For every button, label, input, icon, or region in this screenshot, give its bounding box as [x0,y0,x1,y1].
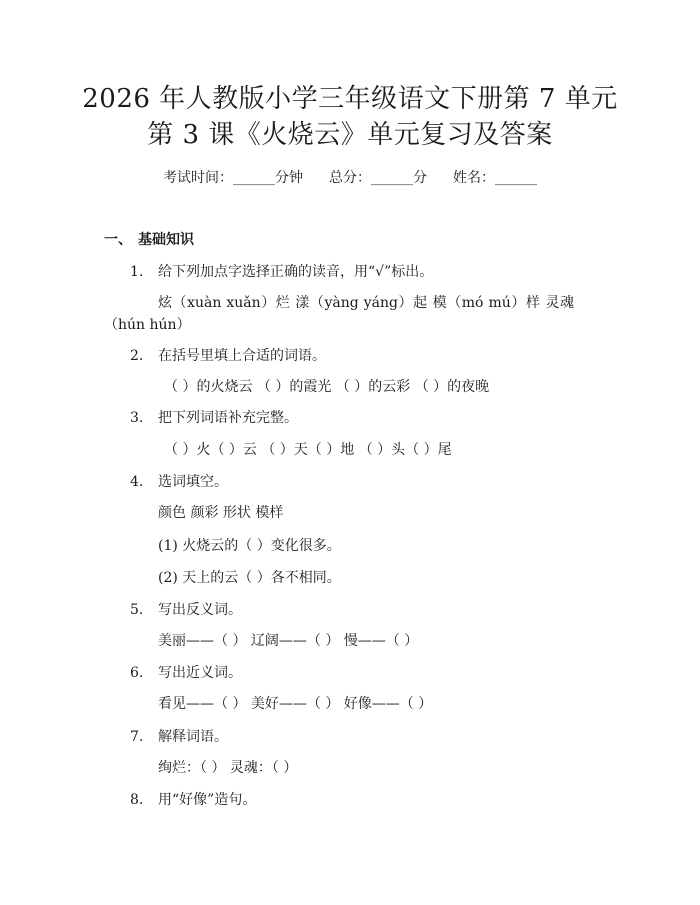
question-3-content: （ ）火（ ）云 （ ）天（ ）地 （ ）头（ ）尾 [164,442,452,458]
question-5 [130,600,242,620]
question-text: 给下列加点字选择正确的读音，用“√”标出。 [158,264,434,280]
question-text: 把下列词语补充完整。 [158,410,298,426]
question-text: 写出近义词。 [158,665,242,681]
question-number: 2. [130,348,144,364]
question-1 [130,262,433,282]
exam-name: 姓名：______ [453,170,537,186]
question-7 [130,727,228,747]
exam-score: 总分：______分 [329,170,427,186]
exam-info [0,168,700,188]
question-number: 7. [130,729,144,745]
question-3 [130,408,298,428]
question-text: 选词填空。 [158,474,228,490]
question-number: 6. [130,665,144,681]
question-5-content: 美丽——（ ） 辽阔——（ ） 慢——（ ） [158,633,419,649]
question-4-word-choices: 颜色 颜彩 形状 模样 [158,505,284,521]
question-text: 写出反义词。 [158,602,242,618]
question-6-content: 看见——（ ） 美好——（ ） 好像——（ ） [158,696,433,712]
question-text: 解释词语。 [158,729,228,745]
question-number: 1. [130,264,144,280]
question-2 [130,346,326,366]
question-number: 8. [130,792,144,808]
document-title-line1: 2026 年人教版小学三年级语文下册第 7 单元 [82,84,618,114]
question-8 [130,790,256,810]
question-number: 4. [130,474,144,490]
question-2-content: （ ）的火烧云 （ ）的霞光 （ ）的云彩 （ ）的夜晚 [164,379,490,395]
exam-time: 考试时间：______分钟 [163,170,303,186]
section-heading [104,230,194,250]
question-number: 5. [130,602,144,618]
question-4-item-1: (1) 火烧云的（ ）变化很多。 [158,538,341,554]
question-6 [130,663,242,683]
question-1-content: 炫（xuàn xuǎn）烂 漾（yàng yáng）起 模（mó mú）样 灵魂（hún hún） [104,295,574,333]
question-number: 3. [130,410,144,426]
question-text: 用“好像”造句。 [158,792,257,808]
document-title-line2: 第 3 课《火烧云》单元复习及答案 [147,120,553,150]
question-text: 在括号里填上合适的词语。 [158,348,326,364]
question-7-content: 绚烂：（ ） 灵魂：（ ） [158,760,298,776]
question-4 [130,472,228,492]
question-4-item-2: (2) 天上的云（ ）各不相同。 [158,570,341,586]
section-number: 一、 [104,232,132,248]
section-title: 基础知识 [138,232,194,248]
